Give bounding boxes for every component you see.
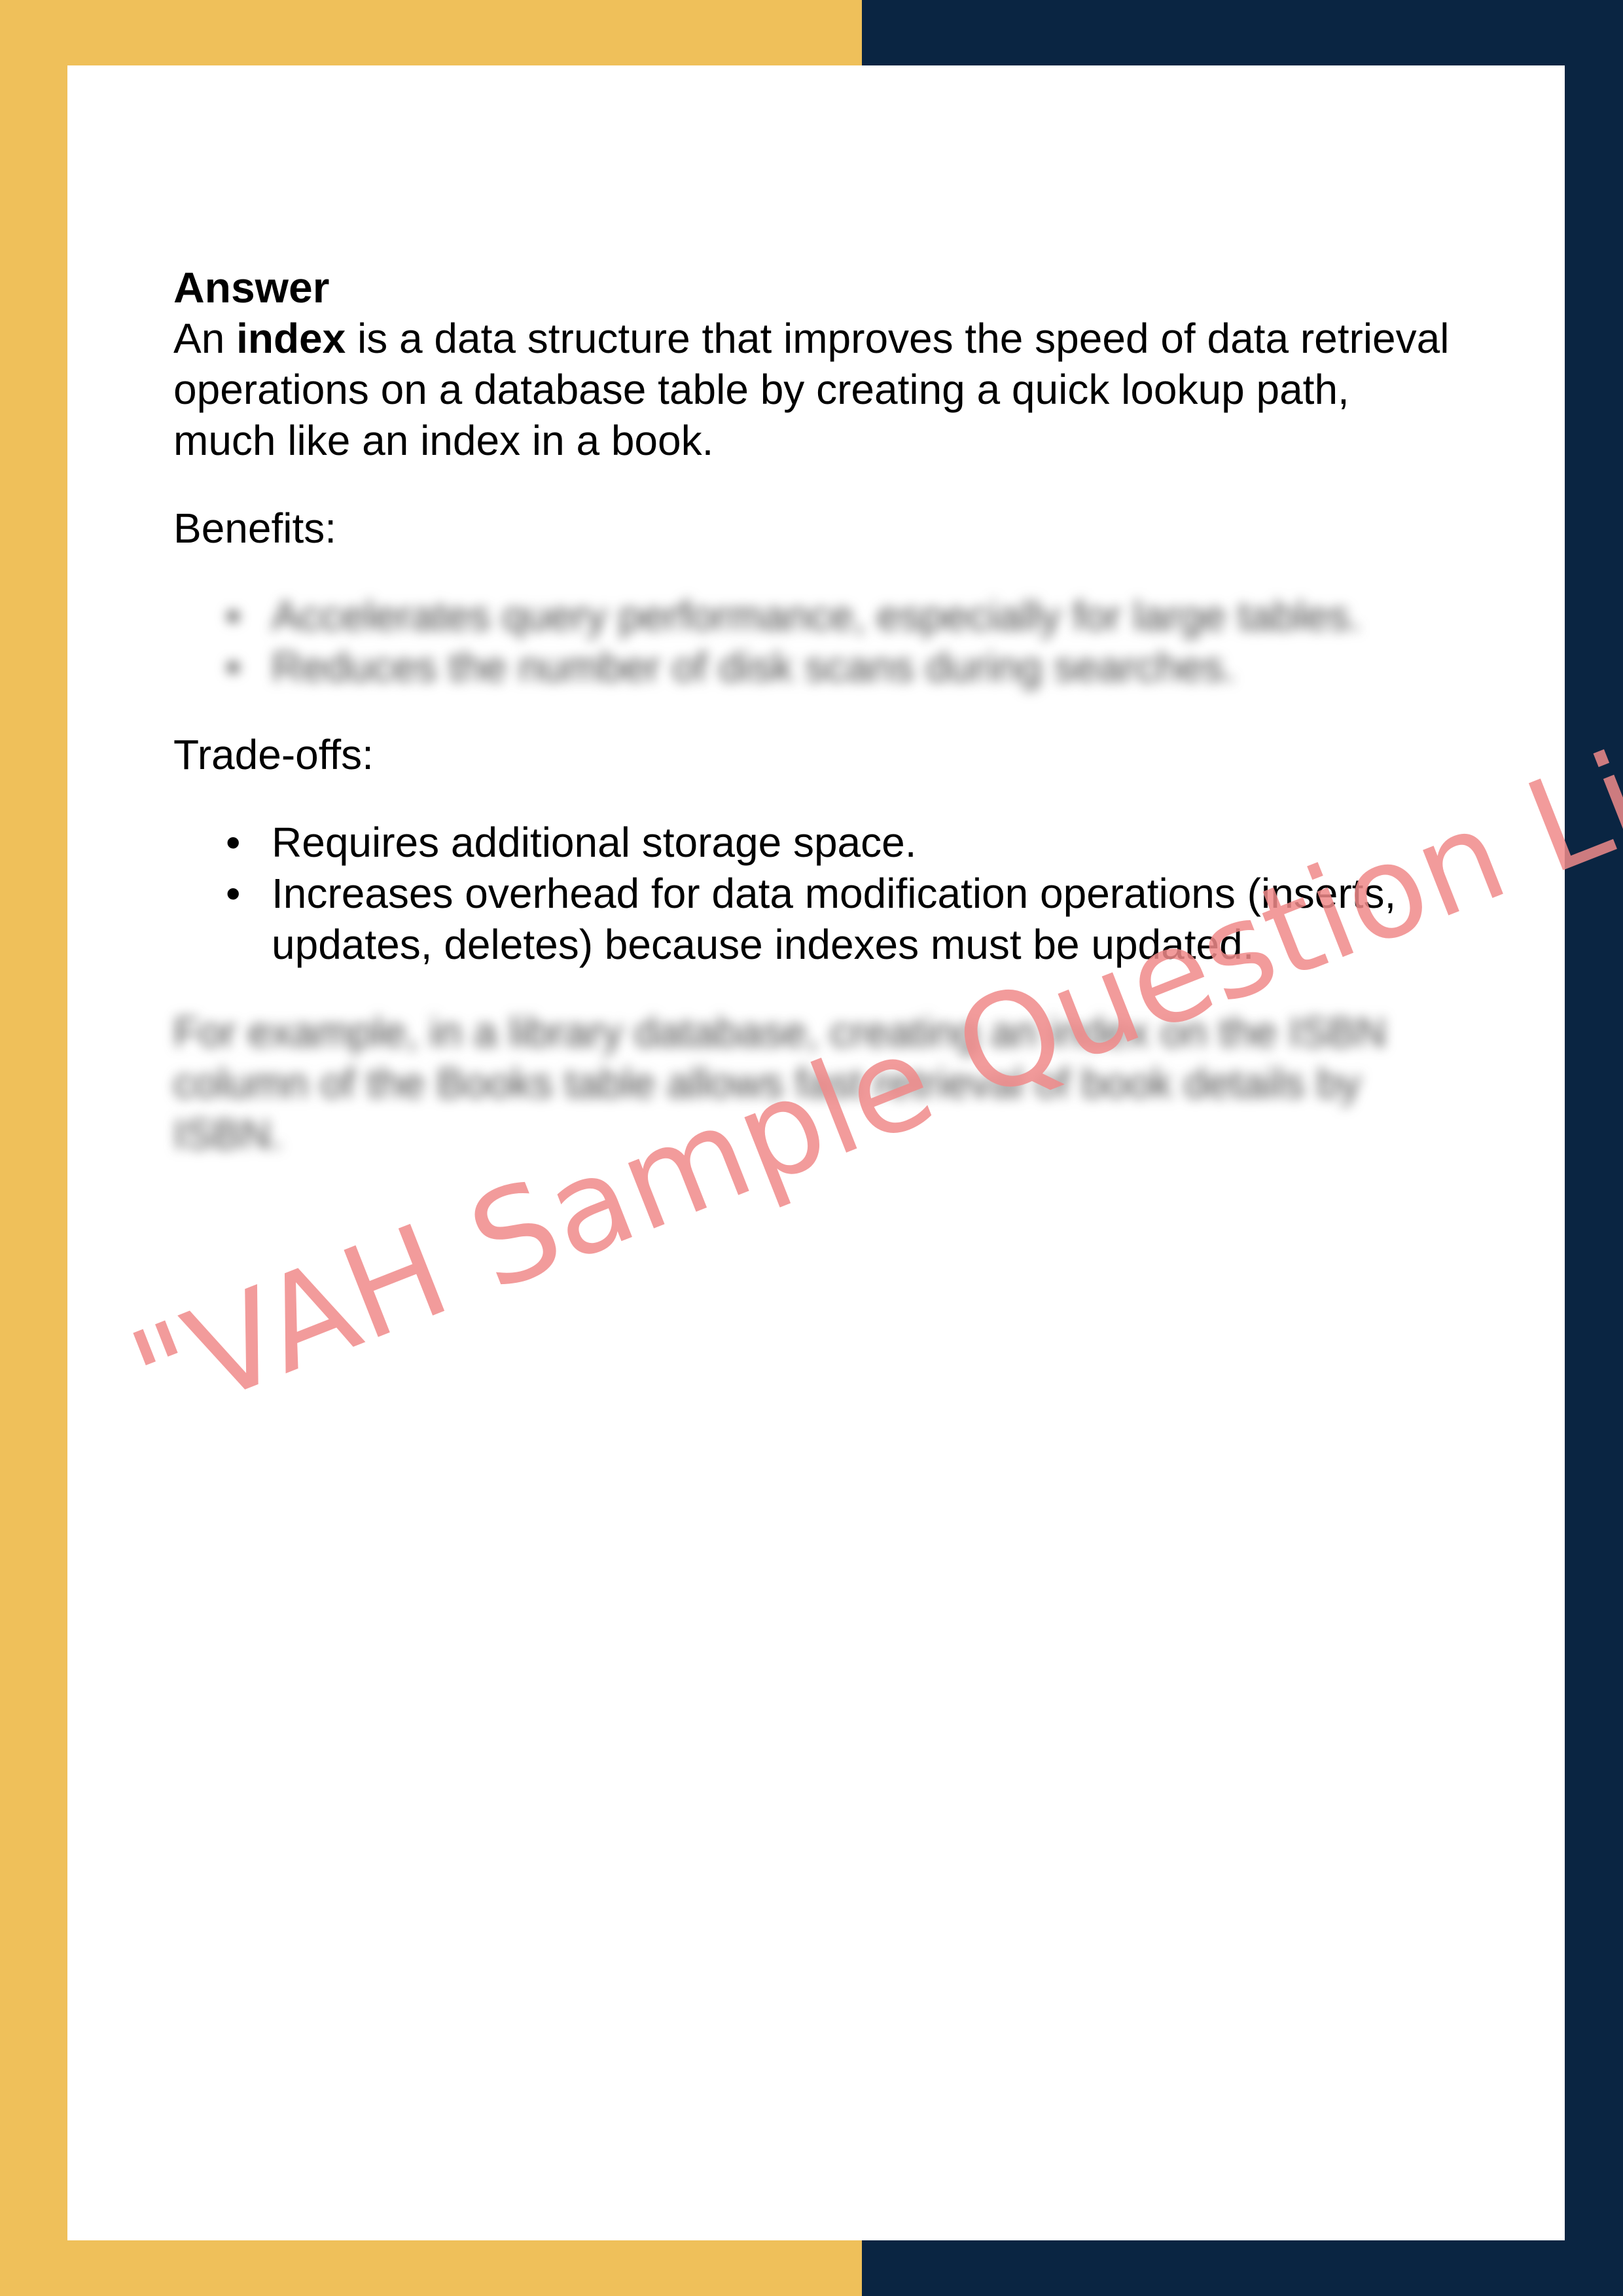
answer-heading: Answer: [173, 263, 330, 312]
intro-prefix: An: [173, 315, 237, 362]
bullet-dot-icon: •: [226, 592, 241, 639]
document-page: [67, 65, 1565, 2240]
tradeoff-text: Increases overhead for data modification operations (inserts, updates, deletes) because indexes must be updated.: [272, 870, 1397, 968]
bullet-dot-icon: •: [226, 870, 241, 917]
watermark-text: "VAH Sample Question: [112, 780, 1525, 1454]
list-item: [226, 868, 1482, 970]
answer-content: [173, 262, 1482, 1160]
list-item: [226, 817, 1482, 868]
benefit-text: Reduces the number of disk scans during searches.: [272, 643, 1236, 691]
bullet-dot-icon: •: [226, 643, 241, 691]
benefits-list: [173, 590, 1482, 692]
answer-intro: [173, 313, 1456, 466]
tradeoffs-list: [173, 817, 1482, 970]
benefit-text: Accelerates query performance, especially for large tables.: [272, 592, 1361, 639]
bullet-dot-icon: •: [226, 819, 241, 866]
tradeoff-text: Requires additional storage space.: [272, 819, 917, 866]
list-item: [226, 641, 1482, 692]
intro-term: index: [236, 315, 346, 362]
example-paragraph: For example, in a library database, creating an index on the ISBN column of the Books table allows fast retrieval of book details by ISBN.: [173, 1009, 1387, 1158]
benefits-label: Benefits:: [173, 505, 337, 552]
intro-rest: is a data structure that improves the speed of data retrieval operations on a database table by creating a quick lookup path, much like an index in a book.: [173, 315, 1450, 464]
tradeoffs-label: Trade-offs:: [173, 731, 374, 778]
list-item: [226, 590, 1482, 641]
